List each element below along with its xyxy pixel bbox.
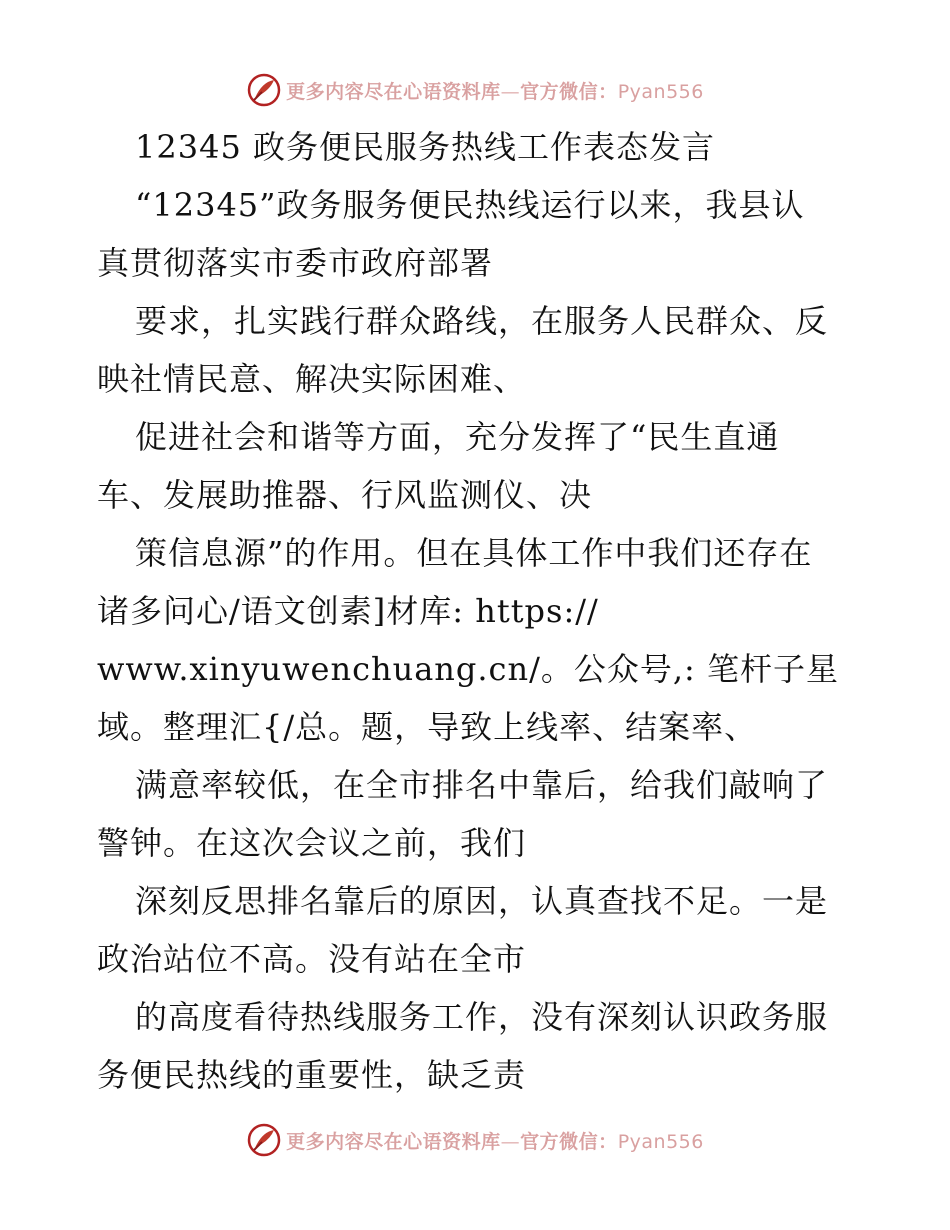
document-line: 深刻反思排名靠后的原因，认真查找不足。一是 (135, 882, 829, 920)
document-line: 的高度看待热线服务工作，没有深刻认识政务服 (135, 998, 829, 1036)
watermark-wechat-account: Pyan556 (617, 1130, 704, 1153)
document-title: 12345 政务便民服务热线工作表态发言 (135, 128, 715, 166)
watermark-wechat-label: 官方微信： (520, 1130, 618, 1153)
watermark-library-text: 更多内容尽在心语资料库 (286, 1130, 501, 1153)
document-line: www.xinyuwenchuang.cn/。公众号,: 笔杆子星 (97, 650, 839, 688)
watermark-wechat-label: 官方微信： (520, 80, 618, 103)
watermark-text (286, 1127, 704, 1154)
document-line: 域。整理汇{/总。题，导致上线率、结案率、 (97, 708, 758, 746)
document-line: 策信息源”的作用。但在具体工作中我们还存在 (135, 534, 813, 572)
document-line: 政治站位不高。没有站在全市 (97, 940, 527, 978)
feather-pen-logo-icon (246, 1122, 282, 1158)
document-body (97, 118, 857, 1104)
document-line: 要求，扎实践行群众路线，在服务人民群众、反 (135, 302, 829, 340)
watermark-separator: — (500, 80, 521, 103)
document-line: “12345”政务服务便民热线运行以来，我县认 (135, 186, 805, 224)
watermark-separator: — (500, 1130, 521, 1153)
document-line: 满意率较低，在全市排名中靠后，给我们敲响了 (135, 766, 829, 804)
document-line: 车、发展助推器、行风监测仪、决 (97, 476, 593, 514)
watermark-wechat-account: Pyan556 (617, 80, 704, 103)
document-line: 促进社会和谐等方面，充分发挥了“民生直通 (135, 418, 780, 456)
feather-pen-logo-icon (246, 72, 282, 108)
footer-watermark-banner (0, 1120, 950, 1160)
document-line: 真贯彻落实市委市政府部署 (97, 244, 494, 282)
watermark-text (286, 77, 704, 104)
watermark-library-text: 更多内容尽在心语资料库 (286, 80, 501, 103)
document-line: 警钟。在这次会议之前，我们 (97, 824, 527, 862)
document-line: 诸多问心/语文创素]材库: https:// (97, 592, 599, 630)
document-line: 映社情民意、解决实际困难、 (97, 360, 527, 398)
header-watermark-banner (0, 70, 950, 110)
document-line: 务便民热线的重要性，缺乏责 (97, 1056, 527, 1094)
